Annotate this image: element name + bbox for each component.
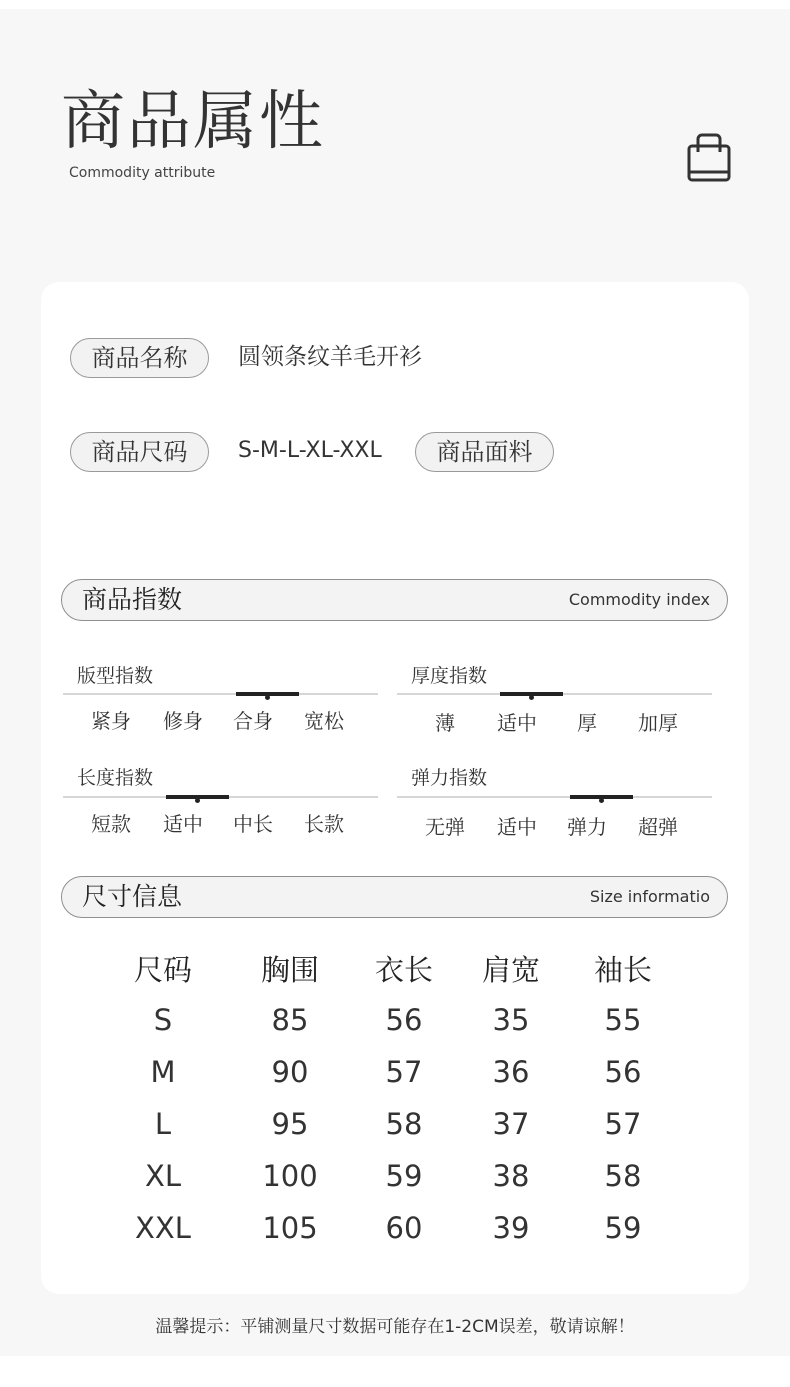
index-group-title: 长度指数 — [77, 767, 154, 789]
size-table-cell: 37 — [492, 1107, 530, 1141]
size-table-cell: 56 — [385, 1003, 423, 1037]
size-section-subtitle: Size informatio — [589, 887, 710, 906]
measurement-tip: 温馨提示：平铺测量尺寸数据可能存在1-2CM误差，敬请谅解！ — [155, 1317, 635, 1337]
index-group-title: 版型指数 — [77, 665, 154, 687]
index-option: 短款 — [91, 812, 131, 836]
size-table-cell: 35 — [492, 1003, 530, 1037]
size-table-header: 袖长 — [593, 953, 652, 987]
size-table-cell: 58 — [385, 1107, 423, 1141]
index-scale-line — [397, 796, 712, 798]
index-option: 修身 — [163, 709, 203, 733]
index-selected-marker — [570, 795, 633, 799]
index-scale-line — [63, 796, 378, 798]
index-group-title: 厚度指数 — [411, 665, 488, 687]
shopping-bag-icon — [686, 131, 732, 183]
index-option: 中长 — [233, 812, 273, 836]
index-option: 厚 — [577, 711, 597, 735]
index-option: 加厚 — [638, 711, 678, 735]
size-table-cell: 39 — [492, 1211, 530, 1245]
size-table-cell: 105 — [262, 1211, 318, 1245]
size-table-cell: 90 — [271, 1055, 309, 1089]
size-table-cell: S — [153, 1003, 173, 1037]
index-option: 紧身 — [91, 709, 131, 733]
index-group-title: 弹力指数 — [411, 767, 488, 789]
size-table-header: 肩宽 — [481, 953, 540, 987]
product-fabric-label: 商品面料 — [415, 432, 554, 472]
size-table-header: 尺码 — [133, 953, 192, 987]
size-table-cell: 57 — [604, 1107, 642, 1141]
product-name-value: 圆领条纹羊毛开衫 — [238, 344, 422, 370]
index-scale-line — [63, 693, 378, 695]
size-table-cell: XL — [144, 1159, 182, 1193]
size-section-title: 尺寸信息 — [82, 882, 183, 911]
product-name-label: 商品名称 — [70, 338, 209, 378]
size-table-cell: 36 — [492, 1055, 530, 1089]
size-table-cell: 95 — [271, 1107, 309, 1141]
index-selected-marker — [166, 795, 229, 799]
index-option: 适中 — [497, 815, 537, 839]
size-table-cell: 57 — [385, 1055, 423, 1089]
index-option: 适中 — [497, 711, 537, 735]
size-table-cell: 38 — [492, 1159, 530, 1193]
size-table-cell: M — [150, 1055, 176, 1089]
index-section-subtitle: Commodity index — [568, 590, 710, 609]
size-table-cell: 85 — [271, 1003, 309, 1037]
size-table-cell: 60 — [385, 1211, 423, 1245]
index-section-title: 商品指数 — [82, 585, 183, 614]
product-size-label: 商品尺码 — [70, 432, 209, 472]
index-option: 合身 — [233, 709, 273, 733]
index-scale-line — [397, 693, 712, 695]
size-table-cell: 56 — [604, 1055, 642, 1089]
index-option: 宽松 — [304, 709, 344, 733]
index-option: 超弹 — [638, 815, 678, 839]
index-option: 薄 — [435, 711, 455, 735]
size-table-cell: XXL — [135, 1211, 191, 1245]
index-selected-marker — [236, 692, 299, 696]
index-option: 长款 — [304, 812, 344, 836]
size-table-header: 衣长 — [374, 953, 433, 987]
size-table-cell: 59 — [604, 1211, 642, 1245]
size-table-cell: 59 — [385, 1159, 423, 1193]
size-table-cell: 58 — [604, 1159, 642, 1193]
size-table-cell: 55 — [604, 1003, 642, 1037]
size-table-cell: 100 — [262, 1159, 318, 1193]
index-option: 弹力 — [567, 815, 607, 839]
page-title: 商品属性 — [61, 85, 325, 159]
size-section-header — [61, 876, 728, 918]
index-option: 无弹 — [425, 815, 465, 839]
product-size-value: S-M-L-XL-XXL — [238, 438, 382, 463]
size-table-header: 胸围 — [260, 953, 319, 987]
page-subtitle: Commodity attribute — [69, 165, 216, 181]
index-option: 适中 — [163, 812, 203, 836]
index-section-header — [61, 579, 728, 621]
size-table-cell: L — [154, 1107, 172, 1141]
index-selected-marker — [500, 692, 563, 696]
